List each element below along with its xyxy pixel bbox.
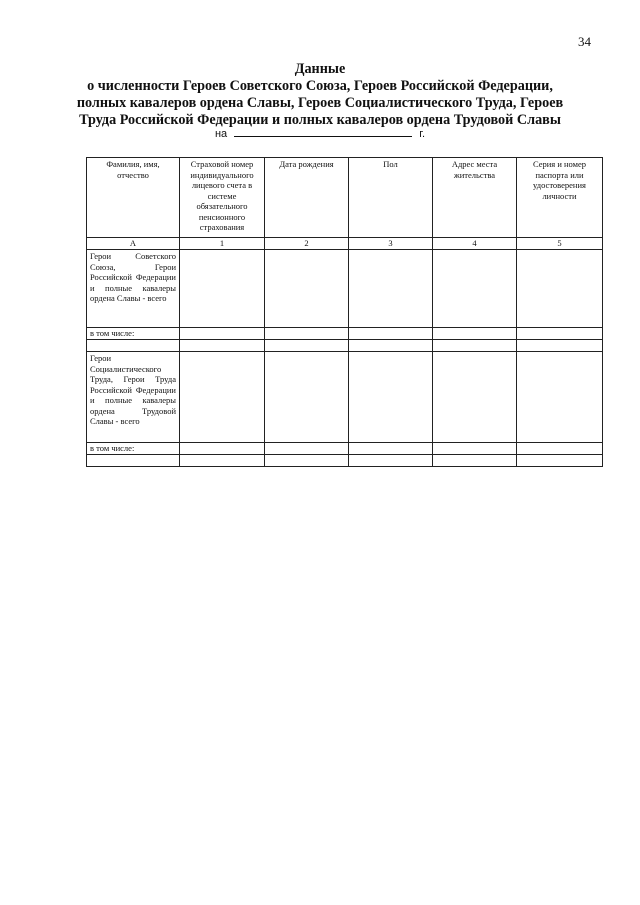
table-cell[interactable] [349, 250, 433, 328]
table-cell[interactable] [349, 328, 433, 340]
header-sex: Пол [349, 158, 433, 238]
table-cell[interactable] [87, 340, 180, 352]
group2-subtotal-row [87, 443, 603, 455]
column-index: 4 [433, 238, 517, 250]
table-cell[interactable] [265, 443, 349, 455]
table-cell[interactable] [265, 352, 349, 443]
table-cell[interactable] [87, 455, 180, 467]
date-blank-field[interactable] [234, 126, 412, 137]
group2-sub-label: в том числе: [87, 443, 180, 455]
group2-blank-row [87, 455, 603, 467]
table-cell[interactable] [180, 443, 265, 455]
header-birth-date: Дата рождения [265, 158, 349, 238]
date-prefix: на [214, 128, 228, 140]
table-cell[interactable] [433, 250, 517, 328]
header-address: Адрес места жительства [433, 158, 517, 238]
table-cell[interactable] [517, 352, 603, 443]
column-index: 3 [349, 238, 433, 250]
column-index: 1 [180, 238, 265, 250]
group1-label: Герои Советского Союза, Герои Российской Федерации и полные кавалеры ордена Славы - всего [87, 250, 180, 328]
table-cell[interactable] [180, 250, 265, 328]
table-cell[interactable] [180, 340, 265, 352]
document-title [0, 61, 640, 129]
table-cell[interactable] [517, 443, 603, 455]
table-cell[interactable] [517, 340, 603, 352]
group1-total-row [87, 250, 603, 328]
table-cell[interactable] [517, 328, 603, 340]
table-cell[interactable] [517, 250, 603, 328]
table-cell[interactable] [265, 340, 349, 352]
heroes-table [86, 157, 603, 467]
column-index: 5 [517, 238, 603, 250]
table-cell[interactable] [180, 328, 265, 340]
table-cell[interactable] [265, 328, 349, 340]
table-cell[interactable] [433, 443, 517, 455]
table-cell[interactable] [517, 455, 603, 467]
table-cell[interactable] [265, 250, 349, 328]
group1-subtotal-row [87, 328, 603, 340]
date-suffix: г. [419, 128, 426, 140]
table-cell[interactable] [180, 352, 265, 443]
table-cell[interactable] [433, 455, 517, 467]
column-index-row [87, 238, 603, 250]
table-cell[interactable] [349, 443, 433, 455]
header-passport: Серия и номер паспорта или удостоверения личности [517, 158, 603, 238]
group2-label: Герои Социалистического Труда, Герои Труда Российской Федерации и полные кавалеры ордена Трудовой Славы - всего [87, 352, 180, 443]
header-full-name: Фамилия, имя, отчество [87, 158, 180, 238]
title-line-2: о численности Героев Советского Союза, Героев Российской Федерации, [87, 78, 553, 94]
group2-total-row [87, 352, 603, 443]
title-line-1: Данные [294, 61, 346, 77]
table-cell[interactable] [180, 455, 265, 467]
column-index: А [87, 238, 180, 250]
title-line-3: полных кавалеров ордена Славы, Героев Социалистического Труда, Героев [76, 95, 564, 111]
table-cell[interactable] [265, 455, 349, 467]
table-cell[interactable] [433, 328, 517, 340]
header-snils: Страховой номер индивидуального лицевого счета в системе обязательного пенсионного страхования [180, 158, 265, 238]
group1-sub-label: в том числе: [87, 328, 180, 340]
table-cell[interactable] [433, 340, 517, 352]
column-index: 2 [265, 238, 349, 250]
table-cell[interactable] [349, 352, 433, 443]
header-row [87, 158, 603, 238]
table-cell[interactable] [433, 352, 517, 443]
group1-blank-row [87, 340, 603, 352]
date-line [0, 126, 640, 140]
table-cell[interactable] [349, 455, 433, 467]
table-cell[interactable] [349, 340, 433, 352]
title-line-4: Труда Российской Федерации и полных кавалеров ордена Трудовой Славы [79, 112, 561, 128]
page-number: 34 [578, 34, 591, 49]
